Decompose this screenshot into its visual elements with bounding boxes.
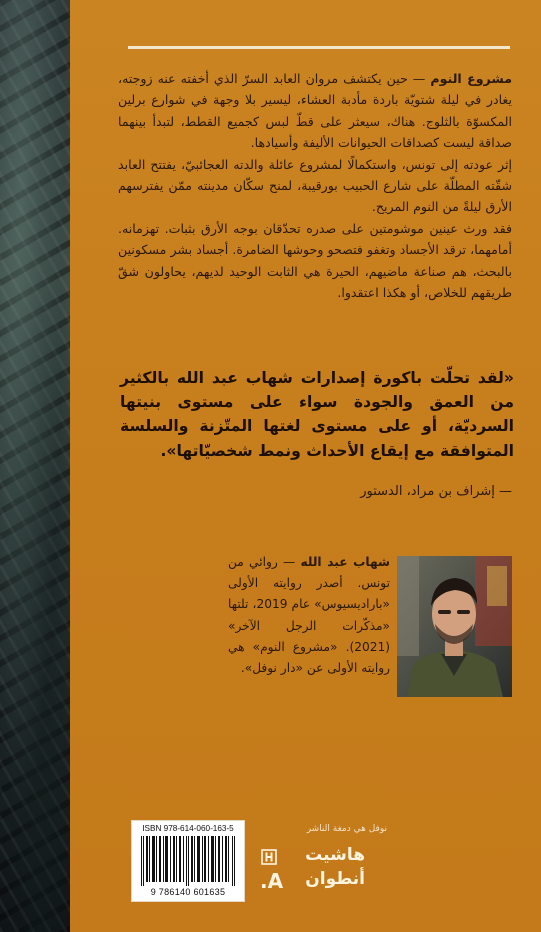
author-portrait-image xyxy=(397,556,512,697)
barcode-digits: 9 786140 601635 xyxy=(150,887,226,897)
publisher-name-line1: هاشيت xyxy=(305,845,365,865)
publisher-name-line2: أنطوان xyxy=(305,869,365,889)
review-source: — إشراف بن مراد، الدستور xyxy=(360,484,512,499)
barcode-bars xyxy=(140,836,236,886)
isbn-number: ISBN 978-614-060-163-5 xyxy=(142,824,234,833)
hachette-h-icon xyxy=(261,849,277,865)
review-quote: «لقد تحلّت باكورة إصدارات شهاب عبد الله بالكثير من العمق والجودة سواء على مستوى بنيتها السرديّة، أو على مستوى لغتها المتّزنة والسلسة المتوافقة مع إيقاع الأحداث ونمط شخصيّاتها». xyxy=(120,369,514,460)
antoine-a-icon: A. xyxy=(260,869,284,893)
publisher-tagline: نوفل هي دمغة الناشر xyxy=(306,824,387,834)
isbn-barcode xyxy=(131,820,245,902)
synopsis-paragraph-2: إثر عودته إلى تونس، واستكمالًا لمشروع عائلة والدته العجائبيّ، يفتتح العابد شقّته المطلّة على شارع الحبيب بورقيبة، لمنح سكّان مدينته ممّن يفترسهم الأرق ليلةً من النوم المريح. xyxy=(118,156,512,215)
book-title: مشروع النوم xyxy=(430,71,512,86)
synopsis-paragraph-1-text: — حين يكتشف مروان العابد السرّ الذي أخفته عنه زوجته، يغادر في ليلة شتويّة باردة مأدبة العشاء، ليسير بلا وجهة في شوارع برلين المكسوّة بالثلوج. هناك، سيعثر على قطّ لبس كجميع القطط، لتبدأ بينهما صداقة ليست كصداقات الحيوانات الأليفة وأسيادها. xyxy=(118,71,512,151)
author-name: شهاب عبد الله xyxy=(300,555,390,569)
author-bio-text: — روائي من تونس. أصدر روايته الأولى «باراديسيوس» عام 2019، تلتها «مذكّرات الرجل الآخر» (2021). «مشروع النوم» هي روايته الأولى عن «دار نوفل». xyxy=(228,555,390,676)
synopsis-paragraph-3: فقد ورث عينين موشومتين على صدره تحدّقان بوجه الأرق بثبات. تهزمانه. أمامهما، ترقد الأجساد وتغفو فتصحو وحوشها الضامرة. أجساد بشر مسكونين بالبحث، هم صناعة ماضيهم، الحيرة هي الثابت الوحيد لديهم، يحاولون شقّ طريقهم للخلاص، أو هكذا اعتقدوا. xyxy=(118,220,512,301)
top-divider xyxy=(128,46,510,49)
synopsis xyxy=(118,68,512,303)
publisher-logo xyxy=(255,845,365,901)
synopsis-paragraph-1 xyxy=(118,68,512,154)
author-photo xyxy=(397,556,512,697)
author-bio xyxy=(228,552,390,679)
spine-photo-strip xyxy=(0,0,70,932)
